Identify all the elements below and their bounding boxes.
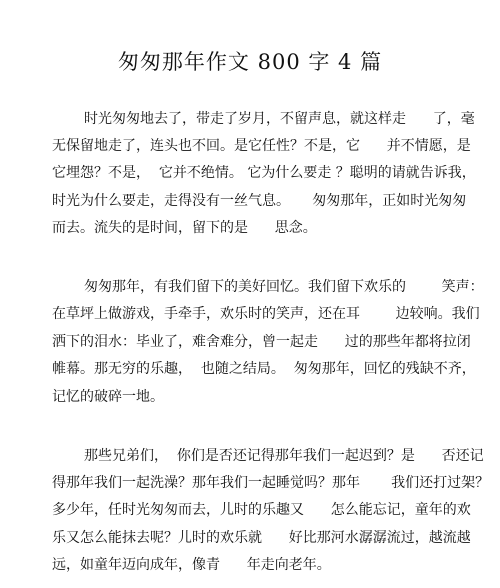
paragraph-line: 无保留地走了，连头也不回。是它任性？不是，它 并不情愿，是 [52,138,471,154]
paragraph-line: 时光为什么要走，走得没有一丝气息。 匆匆那年，正如时光匆匆 [52,193,467,209]
paragraph-line: 多少年，任时光匆匆而去，儿时的乐趣又 怎么能忘记，童年的欢 [52,502,471,518]
paragraph-line: 在草坪上做游戏，手牵手，欢乐时的笑声，还在耳 边较响。我们 [52,306,480,322]
paragraph-line: 得那年我们一起洗澡？那年我们一起睡觉吗？那年 我们还打过架？ [52,475,490,491]
paragraph-line: 它埋怨？不是， 它并不绝情。 它为什么要走 ？聪明的请就告诉我， [52,165,476,181]
paragraph-line: 时光匆匆地去了，带走了岁月，不留声息，就这样走 了，毫 [84,111,475,127]
paragraph-line: 洒下的泪水：毕业了，难舍难分，曾一起走 过的那些年都将拉闭 [52,334,471,350]
paragraph-line: 帷幕。那无穷的乐趣， 也随之结局。 匆匆那年，回忆的残缺不齐， [52,361,476,377]
paragraph-line: 记忆的破碎一地。 [52,389,164,405]
paragraph-line: 那些兄弟们， 你们是否还记得那年我们一起迟到？是 否还记 [84,448,484,464]
paragraph-line: 乐又怎么能抹去呢？儿时的欢乐就 好比那河水潺潺流过，越流越 [52,530,471,546]
paragraph-line: 而去。流失的是时间，留下的是 思念。 [52,220,317,236]
paragraph-line: 匆匆那年，有我们留下的美好回忆。我们留下欢乐的 笑声： [84,279,484,295]
paragraph-line: 远，如童年迈向成年，像青 年走向老年。 [52,557,331,573]
document-title: 匆匆那年作文 800 字 4 篇 [117,50,383,74]
